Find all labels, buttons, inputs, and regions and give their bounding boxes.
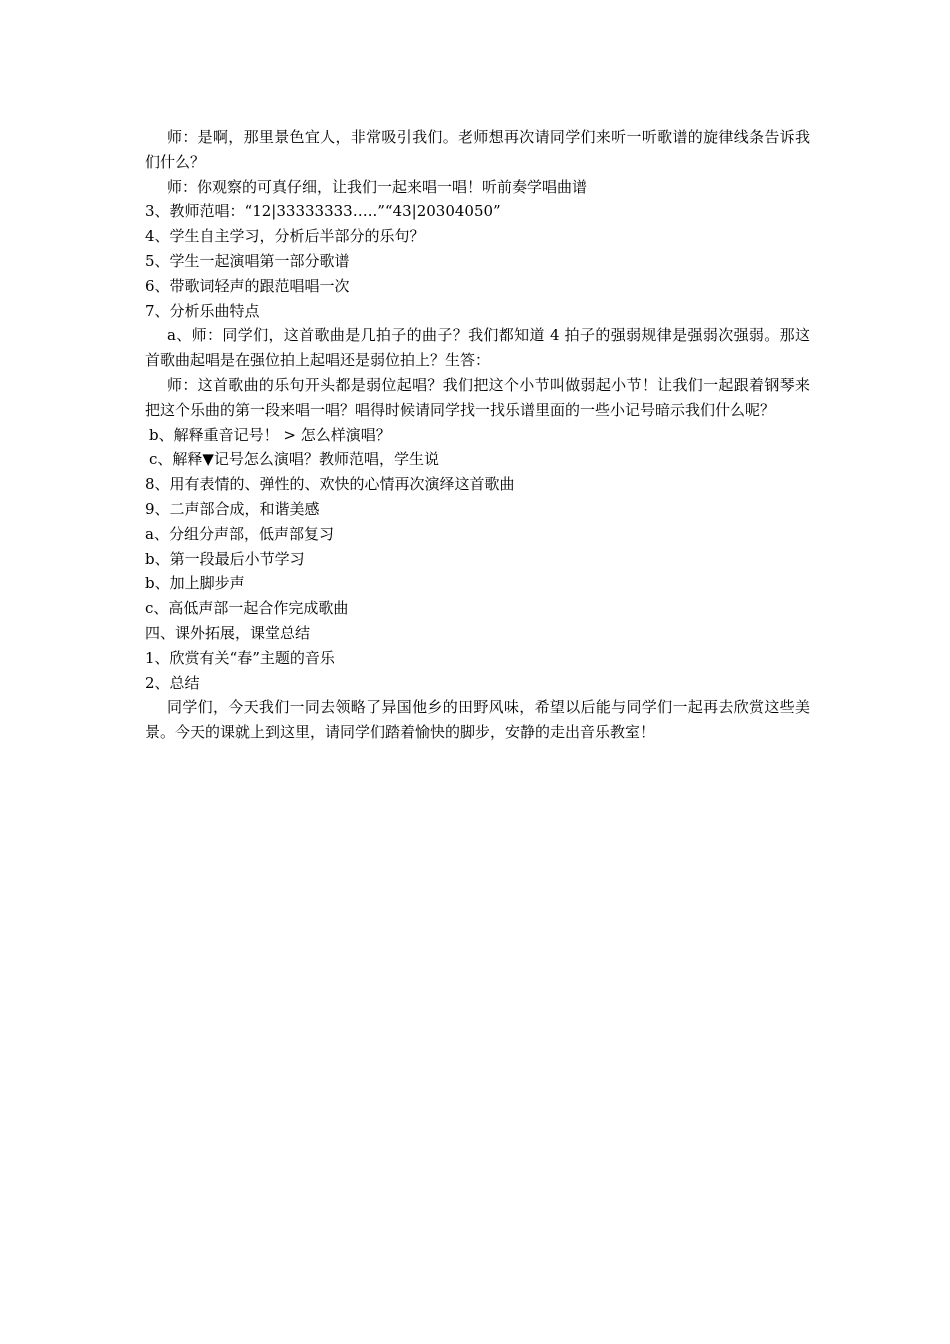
list-item: 7、分析乐曲特点 xyxy=(145,301,260,320)
list-item: c、解释▼记号怎么演唱？教师范唱，学生说 xyxy=(149,450,439,469)
list-item: 1、欣赏有关“春”主题的音乐 xyxy=(145,648,335,667)
list-item: 9、二声部合成，和谐美感 xyxy=(145,499,320,518)
paragraph: a、师：同学们，这首歌曲是几拍子的曲子？我们都知道 4 拍子的强弱规律是强弱次强弱。那这首歌曲起唱是在强位拍上起唱还是弱位拍上？生答： xyxy=(145,326,810,370)
document-page xyxy=(145,125,810,745)
list-item: a、分组分声部，低声部复习 xyxy=(145,524,334,543)
list-item: c、高低声部一起合作完成歌曲 xyxy=(145,599,349,618)
paragraph: 师：是啊，那里景色宜人，非常吸引我们。老师想再次请同学们来听一听歌谱的旋律线条告诉我们什么？ xyxy=(145,128,810,171)
list-item: 4、学生自主学习，分析后半部分的乐句？ xyxy=(145,227,425,246)
list-item: 6、带歌词轻声的跟范唱唱一次 xyxy=(145,276,350,295)
list-item: b、加上脚步声 xyxy=(145,574,245,593)
paragraph: 同学们，今天我们一同去领略了异国他乡的田野风味，希望以后能与同学们一起再去欣赏这些美景。今天的课就上到这里，请同学们踏着愉快的脚步，安静的走出音乐教室！ xyxy=(145,698,810,742)
paragraph: 师：这首歌曲的乐句开头都是弱位起唱？我们把这个小节叫做弱起小节！让我们一起跟着钢琴来把这个乐曲的第一段来唱一唱？唱得时候请同学找一找乐谱里面的一些小记号暗示我们什么呢？ xyxy=(145,375,810,419)
list-item: 8、用有表情的、弹性的、欢快的心情再次演绎这首歌曲 xyxy=(145,475,515,494)
list-item: b、解释重音记号！ > 怎么样演唱？ xyxy=(149,425,391,444)
list-item: 2、总结 xyxy=(145,673,200,692)
list-item: 5、学生一起演唱第一部分歌谱 xyxy=(145,251,350,270)
paragraph: 师：你观察的可真仔细，让我们一起来唱一唱！听前奏学唱曲谱 xyxy=(167,177,588,196)
list-item: b、第一段最后小节学习 xyxy=(145,549,305,568)
section-heading: 四、课外拓展，课堂总结 xyxy=(145,623,311,642)
list-item: 3、教师范唱：“12|33333333…..”“43|20304050” xyxy=(145,202,501,221)
